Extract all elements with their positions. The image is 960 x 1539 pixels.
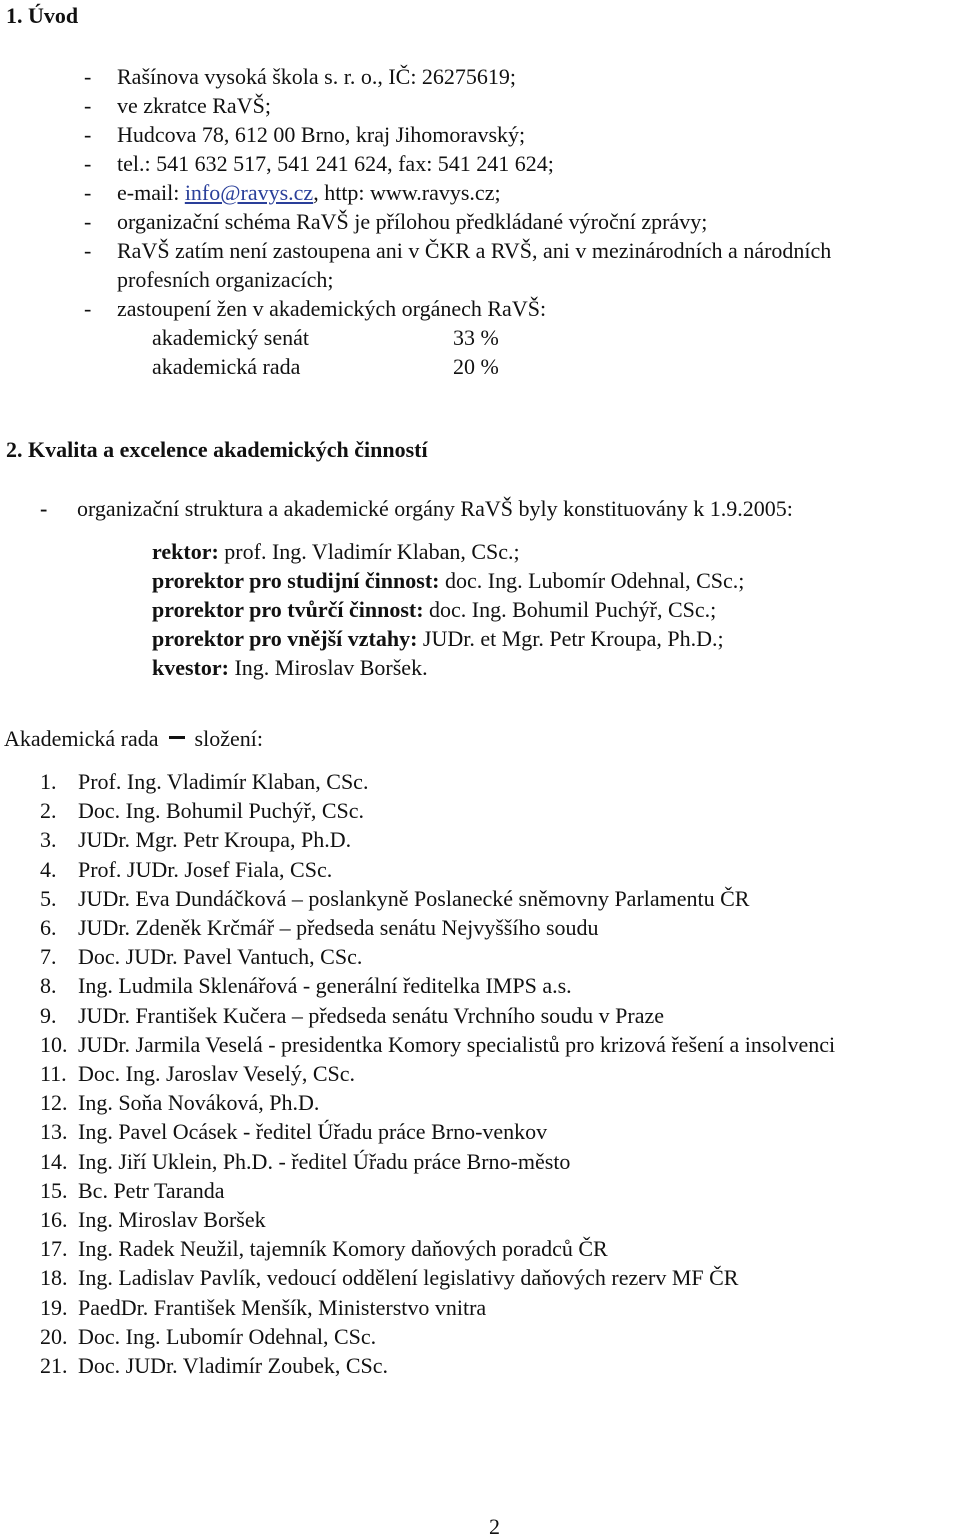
board-member — [40, 1031, 836, 1057]
member-name: Ing. Soňa Nováková, Ph.D. — [78, 1090, 320, 1116]
officer-vice-rector-study — [152, 570, 744, 592]
member-number: 17. — [40, 1236, 68, 1262]
board-member — [40, 1209, 266, 1231]
heading-dash — [169, 736, 185, 739]
board-member — [40, 1177, 225, 1203]
member-name: Doc. JUDr. Pavel Vantuch, CSc. — [78, 944, 363, 970]
women-board-label: akademická rada — [152, 354, 301, 379]
board-member — [40, 885, 750, 911]
page-number: 2 — [489, 1514, 500, 1539]
member-name: JUDr. Jarmila Veselá - presidentka Komory specialistů pro krizová řešení a insolvenci — [78, 1031, 836, 1057]
officer-vice-rector-external — [152, 628, 724, 650]
officer-name: doc. Ing. Lubomír Odehnal, CSc.; — [439, 568, 745, 593]
officer-rector — [152, 541, 520, 563]
member-number: 13. — [40, 1119, 68, 1145]
bullet-dash: - — [84, 209, 92, 234]
women-board-value: 20 % — [453, 354, 499, 379]
board-member — [40, 1121, 547, 1143]
member-name: Ing. Ludmila Sklenářová - generální ředitelka IMPS a.s. — [78, 973, 572, 999]
bullet-dash: - — [84, 238, 92, 263]
member-number: 10. — [40, 1031, 68, 1057]
member-name: Ing. Pavel Ocásek - ředitel Úřadu práce Brno-venkov — [78, 1119, 548, 1145]
bullet-dash: - — [40, 496, 48, 521]
member-number: 3. — [40, 827, 57, 853]
member-number: 21. — [40, 1353, 68, 1378]
board-member — [40, 1267, 738, 1289]
board-member — [40, 856, 333, 882]
board-member — [40, 829, 351, 851]
bullet-dash: - — [84, 64, 92, 89]
board-member — [40, 1148, 571, 1174]
officer-vice-rector-creative — [152, 599, 716, 621]
member-number: 20. — [40, 1323, 68, 1349]
member-name: Doc. Ing. Lubomír Odehnal, CSc. — [78, 1323, 377, 1349]
bullet-dash: - — [84, 296, 92, 321]
web-address: , http: www.ravys.cz; — [313, 180, 501, 205]
section-1-heading: 1. Úvod — [6, 3, 79, 28]
officer-role: prorektor pro vnější vztahy: — [152, 626, 418, 651]
structure-statement: organizační struktura a akademické orgány RaVŠ byly konstituovány k 1.9.2005: — [77, 496, 793, 521]
member-name: Doc. JUDr. Vladimír Zoubek, CSc. — [78, 1353, 389, 1378]
intro-phone: tel.: 541 632 517, 541 241 624, fax: 541 241 624; — [117, 151, 554, 176]
officer-name: prof. Ing. Vladimír Klaban, CSc.; — [218, 539, 520, 564]
member-name: Doc. Ing. Bohumil Puchýř, CSc. — [78, 798, 364, 824]
member-number: 5. — [40, 885, 57, 911]
board-member — [40, 1294, 487, 1320]
email-label: e-mail: — [117, 180, 185, 205]
member-number: 11. — [40, 1061, 67, 1086]
intro-representation-line1: RaVŠ zatím není zastoupena ani v ČKR a RVŠ, ani v mezinárodních a národních — [117, 238, 832, 263]
intro-contact-line — [117, 182, 501, 204]
member-number: 7. — [40, 944, 57, 970]
member-name: JUDr. Mgr. Petr Kroupa, Ph.D. — [78, 827, 352, 853]
women-senate-value: 33 % — [453, 325, 499, 350]
board-member — [40, 800, 364, 822]
member-number: 16. — [40, 1207, 68, 1232]
member-name: Ing. Jiří Uklein, Ph.D. - ředitel Úřadu práce Brno-město — [78, 1148, 571, 1174]
officer-role: prorektor pro studijní činnost: — [152, 568, 440, 593]
board-member — [40, 917, 599, 939]
board-member — [40, 946, 362, 968]
intro-abbreviation: ve zkratce RaVŠ; — [117, 93, 271, 118]
intro-org-chart: organizační schéma RaVŠ je přílohou předkládané výroční zprávy; — [117, 209, 708, 234]
member-name: Prof. JUDr. Josef Fiala, CSc. — [78, 856, 333, 882]
officer-bursar — [152, 657, 428, 679]
bullet-dash: - — [84, 180, 92, 205]
member-number: 8. — [40, 973, 57, 999]
women-senate-label: akademický senát — [152, 325, 309, 350]
member-name: Prof. Ing. Vladimír Klaban, CSc. — [78, 769, 369, 794]
board-member — [40, 1063, 355, 1085]
member-number: 18. — [40, 1265, 68, 1291]
member-name: Bc. Petr Taranda — [78, 1177, 225, 1203]
board-member — [40, 1323, 377, 1349]
bullet-dash: - — [84, 93, 92, 118]
intro-address: Hudcova 78, 612 00 Brno, kraj Jihomoravský; — [117, 122, 526, 147]
board-heading-title: Akademická rada — [4, 726, 159, 751]
member-name: JUDr. František Kučera – předseda senátu Vrchního soudu v Praze — [78, 1002, 665, 1028]
member-number: 2. — [40, 798, 57, 824]
member-number: 4. — [40, 856, 57, 882]
officer-name: JUDr. et Mgr. Petr Kroupa, Ph.D.; — [417, 626, 724, 651]
member-name: JUDr. Zdeněk Krčmář – předseda senátu Nejvyššího soudu — [78, 915, 599, 940]
officer-role: prorektor pro tvůrčí činnost: — [152, 597, 424, 622]
board-member — [40, 771, 368, 793]
board-member — [40, 1355, 388, 1377]
member-number: 12. — [40, 1090, 68, 1116]
member-number: 14. — [40, 1148, 68, 1174]
member-number: 19. — [40, 1294, 68, 1320]
member-name: Ing. Ladislav Pavlík, vedoucí oddělení legislativy daňových rezerv MF ČR — [78, 1265, 739, 1291]
officer-role: kvestor: — [152, 655, 229, 680]
member-name: Ing. Miroslav Boršek — [78, 1207, 266, 1232]
member-name: JUDr. Eva Dundáčková – poslankyně Poslanecké sněmovny Parlamentu ČR — [78, 885, 750, 911]
member-name: Ing. Radek Neužil, tajemník Komory daňových poradců ČR — [78, 1236, 608, 1262]
member-number: 9. — [40, 1002, 57, 1028]
member-number: 6. — [40, 915, 57, 940]
board-heading-subtitle: složení: — [194, 726, 263, 751]
board-member — [40, 975, 572, 997]
member-name: PaedDr. František Menšík, Ministerstvo vnitra — [78, 1294, 487, 1320]
member-name: Doc. Ing. Jaroslav Veselý, CSc. — [78, 1061, 355, 1086]
bullet-dash: - — [84, 122, 92, 147]
member-number: 15. — [40, 1177, 68, 1203]
intro-representation-line2: profesních organizacích; — [117, 267, 334, 292]
bullet-dash: - — [84, 151, 92, 176]
board-member — [40, 1238, 608, 1260]
intro-women-representation: zastoupení žen v akademických orgánech RaVŠ: — [117, 296, 547, 321]
intro-school-name: Rašínova vysoká škola s. r. o., IČ: 26275619; — [117, 64, 517, 89]
officer-role: rektor: — [152, 539, 219, 564]
member-number: 1. — [40, 769, 57, 794]
board-heading — [4, 728, 263, 750]
officer-name: doc. Ing. Bohumil Puchýř, CSc.; — [423, 597, 717, 622]
board-member — [40, 1092, 319, 1114]
board-member — [40, 1002, 665, 1028]
email-link[interactable]: info@ravys.cz — [184, 180, 314, 205]
section-2-heading: 2. Kvalita a excelence akademických činností — [6, 437, 428, 462]
officer-name: Ing. Miroslav Boršek. — [228, 655, 428, 680]
